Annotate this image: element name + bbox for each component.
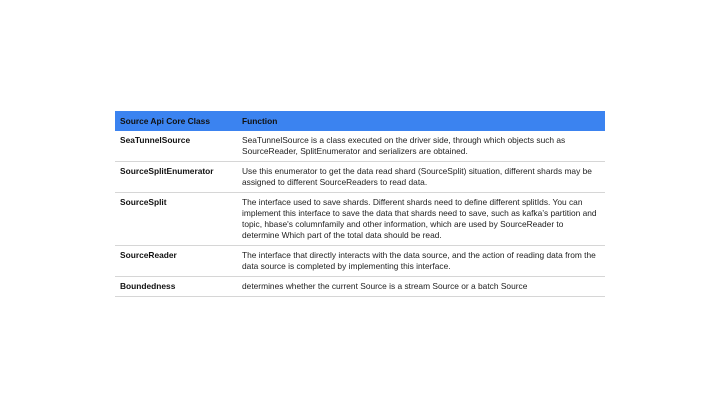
function-description-cell: SeaTunnelSource is a class executed on the driver side, through which objects such as SourceReader, SplitEnumerator and serializers are obtained. [237, 131, 605, 162]
table-row [115, 277, 605, 297]
function-description-cell: determines whether the current Source is a stream Source or a batch Source [237, 277, 605, 297]
table-row [115, 162, 605, 193]
table-row [115, 193, 605, 246]
table-header-row [115, 111, 605, 131]
class-name-cell: Boundedness [115, 277, 237, 297]
class-name-cell: SourceSplit [115, 193, 237, 246]
function-description-cell: The interface that directly interacts with the data source, and the action of reading data from the data source is completed by implementing this interface. [237, 246, 605, 277]
function-description-cell: Use this enumerator to get the data read shard (SourceSplit) situation, different shards may be assigned to different SourceReaders to read data. [237, 162, 605, 193]
source-api-table [115, 111, 605, 297]
class-name-cell: SeaTunnelSource [115, 131, 237, 162]
header-source-api-core-class: Source Api Core Class [115, 111, 237, 131]
header-function: Function [237, 111, 605, 131]
table-row [115, 131, 605, 162]
class-name-cell: SourceSplitEnumerator [115, 162, 237, 193]
function-description-cell: The interface used to save shards. Different shards need to define different splitIds. You can implement this interface to save the data that shards need to save, such as kafka’s partition and topic, hbase's columnfamily and other information, which are used by SourceReader to determine Which part of the total data should be read. [237, 193, 605, 246]
table-row [115, 246, 605, 277]
class-name-cell: SourceReader [115, 246, 237, 277]
